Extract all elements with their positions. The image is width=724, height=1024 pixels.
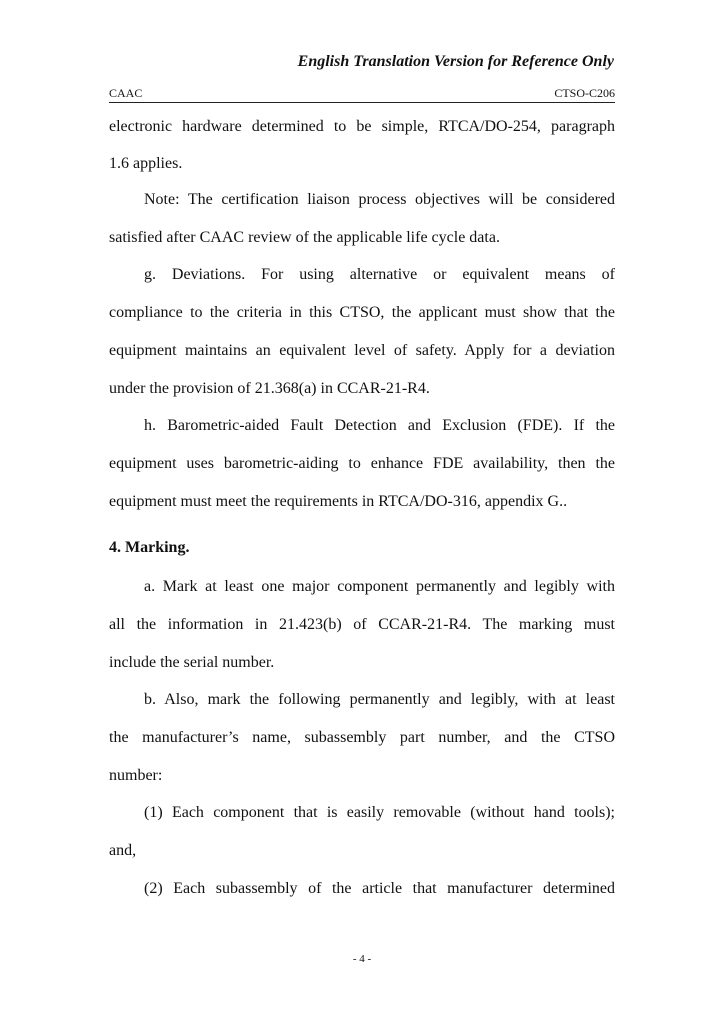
text-line: equipment must meet the requirements in RTCA/DO-316, appendix G.. — [109, 493, 568, 510]
running-header — [109, 86, 615, 103]
text-line: h. Barometric-aided Fault Detection and Exclusion (FDE). If the — [144, 417, 615, 434]
text-line: equipment uses barometric-aiding to enhance FDE availability, then the — [109, 455, 615, 472]
text-line: a. Mark at least one major component permanently and legibly with — [144, 578, 615, 595]
text-line: under the provision of 21.368(a) in CCAR-21-R4. — [109, 380, 430, 397]
text-line: (2) Each subassembly of the article that manufacturer determined — [144, 880, 615, 897]
text-line: Note: The certification liaison process objectives will be considered — [144, 191, 615, 208]
header-document-id: CTSO-C206 — [554, 86, 615, 100]
text-line: b. Also, mark the following permanently and legibly, with at least — [144, 691, 615, 708]
header-authority: CAAC — [109, 86, 143, 100]
text-line: all the information in 21.423(b) of CCAR-21-R4. The marking must — [109, 616, 615, 633]
text-line: and, — [109, 842, 137, 859]
text-line: (1) Each component that is easily removable (without hand tools); — [144, 804, 615, 821]
text-line: include the serial number. — [109, 654, 275, 671]
text-line: 1.6 applies. — [109, 155, 183, 172]
text-line: the manufacturer’s name, subassembly part number, and the CTSO — [109, 729, 615, 746]
text-line: g. Deviations. For using alternative or equivalent means of — [144, 266, 615, 283]
section-heading: 4. Marking. — [109, 539, 190, 556]
text-line: satisfied after CAAC review of the applicable life cycle data. — [109, 229, 500, 246]
text-line: number: — [109, 767, 163, 784]
text-line: equipment maintains an equivalent level of safety. Apply for a deviation — [109, 342, 615, 359]
text-line: compliance to the criteria in this CTSO, the applicant must show that the — [109, 304, 615, 321]
text-line: electronic hardware determined to be simple, RTCA/DO-254, paragraph — [109, 118, 615, 135]
page-number: - 4 - — [352, 953, 372, 965]
translation-banner: English Translation Version for Reference Only — [297, 53, 614, 70]
